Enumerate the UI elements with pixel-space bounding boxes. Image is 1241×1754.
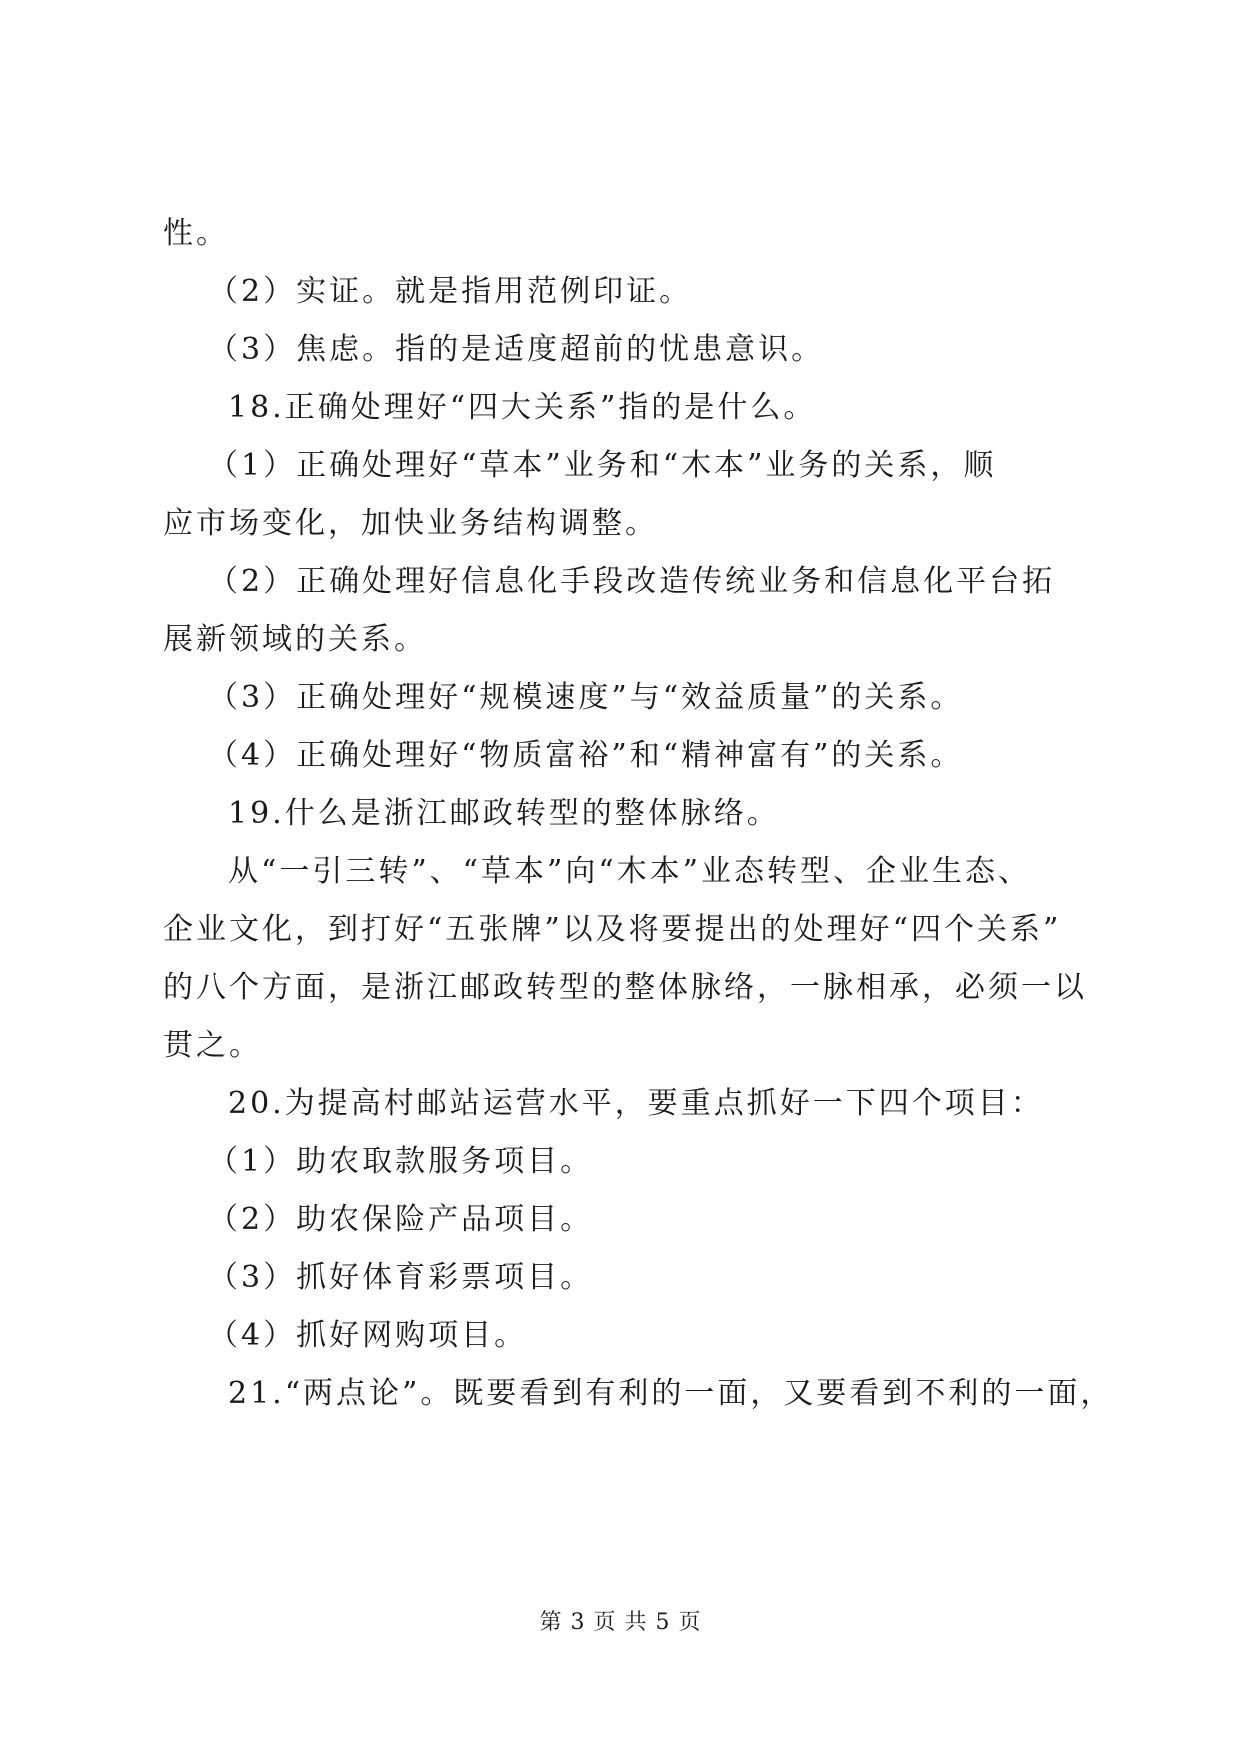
text-line: （1）助农取款服务项目。 <box>208 1144 594 1179</box>
text-line: （3）焦虑。指的是适度超前的忧患意识。 <box>208 332 825 367</box>
text-line: （4）正确处理好“物质富裕”和“精神富有”的关系。 <box>208 738 964 773</box>
text-line: （1）正确处理好“草本”业务和“木本”业务的关系，顺 <box>208 448 997 483</box>
text-line: （3）正确处理好“规模速度”与“效益质量”的关系。 <box>208 680 964 715</box>
question-heading: 21.“两点论”。既要看到有利的一面，又要看到不利的一面， <box>228 1376 1114 1411</box>
text-line: （2）正确处理好信息化手段改造传统业务和信息化平台拓 <box>208 564 1056 599</box>
text-line: 展新领域的关系。 <box>163 622 427 657</box>
question-heading: 19.什么是浙江邮政转型的整体脉络。 <box>228 796 780 831</box>
text-line: 应市场变化，加快业务结构调整。 <box>163 506 658 541</box>
text-line: 企业文化，到打好“五张牌”以及将要提出的处理好“四个关系” <box>163 912 1062 947</box>
text-line: 性。 <box>163 216 229 251</box>
text-line: （2）实证。就是指用范例印证。 <box>208 274 693 309</box>
text-line: （2）助农保险产品项目。 <box>208 1202 594 1237</box>
text-line: 从“一引三转”、“草本”向“木本”业态转型、企业生态、 <box>228 854 1032 889</box>
text-line: 贯之。 <box>163 1028 262 1063</box>
text-line: （4）抓好网购项目。 <box>208 1318 528 1353</box>
question-heading: 20.为提高村邮站运营水平，要重点抓好一下四个项目： <box>228 1086 1044 1121</box>
question-heading: 18.正确处理好“四大关系”指的是什么。 <box>228 390 817 425</box>
text-line: （3）抓好体育彩票项目。 <box>208 1260 594 1295</box>
text-line: 的八个方面，是浙江邮政转型的整体脉络，一脉相承，必须一以 <box>163 970 1087 1005</box>
page-footer: 第 3 页 共 5 页 <box>539 1610 702 1635</box>
